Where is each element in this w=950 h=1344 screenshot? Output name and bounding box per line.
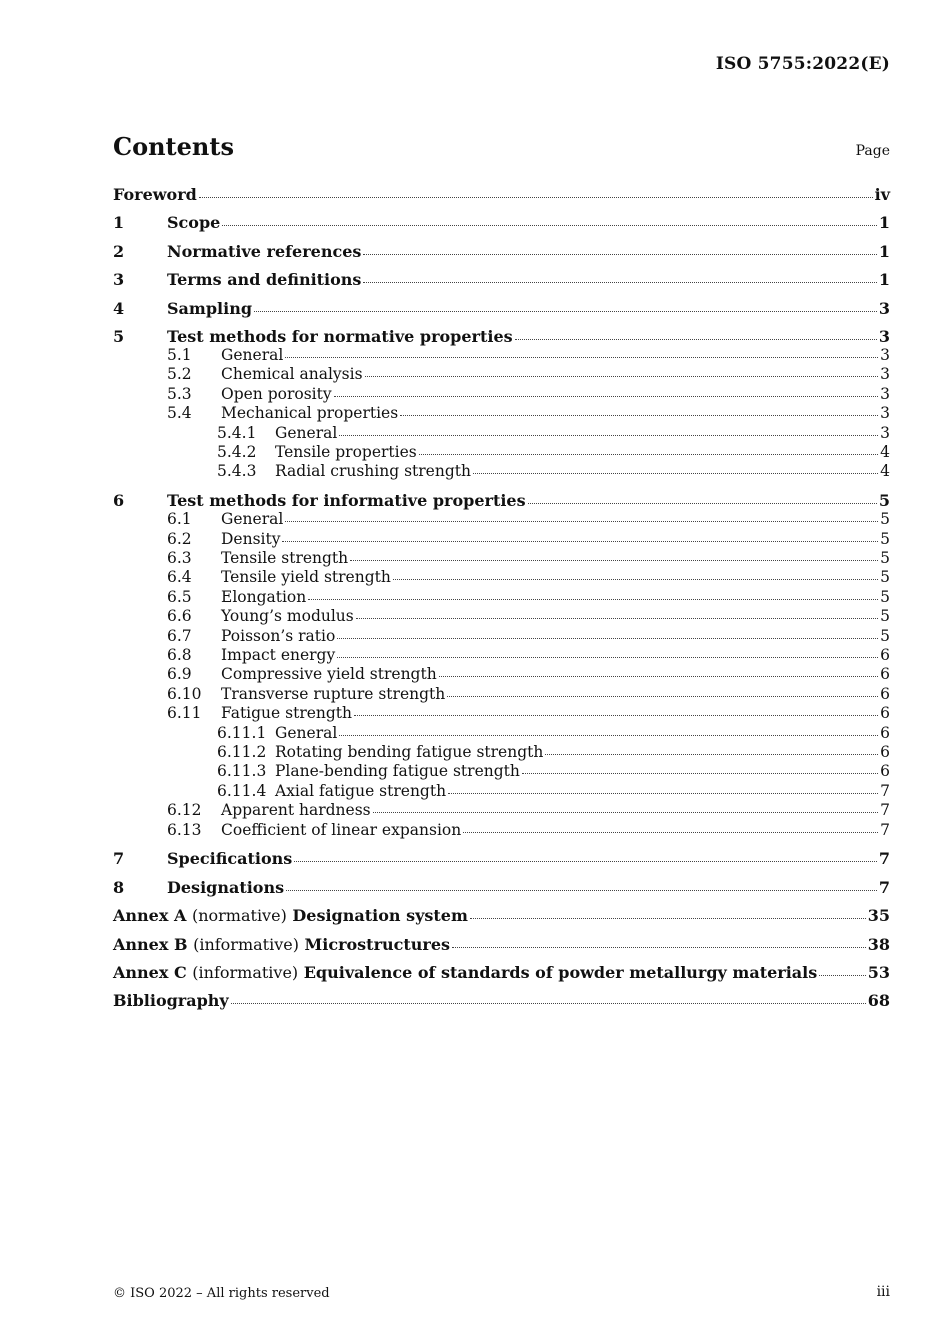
toc-entry-number: 6.1 bbox=[167, 510, 192, 529]
toc-entry-page: 3 bbox=[878, 326, 890, 346]
dot-leader bbox=[356, 618, 878, 619]
dot-leader bbox=[419, 454, 878, 455]
dot-leader bbox=[339, 735, 878, 736]
toc-entry-number: 5.4.3 bbox=[217, 462, 257, 481]
toc-entry-title bbox=[113, 935, 450, 954]
toc-entry[interactable] bbox=[113, 685, 890, 704]
toc-entry[interactable] bbox=[113, 346, 890, 365]
toc-entry-title: General bbox=[275, 723, 338, 742]
annex-label: Annex B bbox=[113, 934, 188, 954]
dot-leader bbox=[528, 503, 877, 504]
toc-entry-title: General bbox=[221, 345, 284, 364]
toc-entry-page: 5 bbox=[880, 626, 890, 645]
toc-entry-title: Tensile yield strength bbox=[221, 568, 391, 587]
dot-leader bbox=[545, 754, 878, 755]
toc-entry-number: 6.6 bbox=[167, 607, 192, 626]
toc-entry-number: 6.5 bbox=[167, 587, 192, 606]
footer-copyright: © ISO 2022 – All rights reserved bbox=[113, 1286, 330, 1301]
annex-title: Equivalence of standards of powder metallurgy materials bbox=[303, 963, 818, 983]
dot-leader bbox=[199, 197, 873, 198]
toc-entry-page: 5 bbox=[880, 607, 890, 626]
annex-type: (informative) bbox=[192, 963, 299, 983]
toc-entry-title: General bbox=[221, 510, 284, 529]
dot-leader bbox=[254, 311, 877, 312]
toc-entry[interactable] bbox=[113, 607, 890, 626]
dot-leader bbox=[350, 560, 878, 561]
toc-entry-number: 6.7 bbox=[167, 626, 192, 645]
toc-entry-title: Chemical analysis bbox=[221, 365, 363, 384]
toc-entry[interactable] bbox=[113, 491, 890, 510]
toc-entry-title: Compressive yield strength bbox=[221, 665, 437, 684]
dot-leader bbox=[473, 473, 878, 474]
toc-entry-page: 6 bbox=[880, 704, 890, 723]
toc-entry-title: Open porosity bbox=[221, 384, 332, 403]
toc-entry-number: 6.12 bbox=[167, 801, 202, 820]
dot-leader bbox=[448, 793, 878, 794]
toc-entry[interactable] bbox=[113, 365, 890, 384]
toc-entry-title bbox=[113, 906, 468, 925]
toc-entry-number: 5.3 bbox=[167, 384, 192, 403]
toc-entry-page: 5 bbox=[878, 491, 890, 511]
toc-entry-page: 7 bbox=[880, 781, 890, 800]
toc-entry[interactable] bbox=[113, 549, 890, 568]
dot-leader bbox=[439, 676, 878, 677]
toc-entry[interactable] bbox=[113, 530, 890, 549]
toc-entry-title: Coefficient of linear expansion bbox=[221, 820, 462, 839]
toc-entry-number: 6.11.4 bbox=[217, 781, 267, 800]
toc-entry-page: 6 bbox=[880, 684, 890, 703]
dot-leader bbox=[373, 812, 879, 813]
toc-entry-number: 6 bbox=[113, 491, 125, 511]
toc-entry-page: 38 bbox=[867, 934, 890, 954]
annex-type: (informative) bbox=[193, 934, 299, 954]
annex-type: (normative) bbox=[191, 906, 287, 926]
toc-entry[interactable] bbox=[113, 935, 890, 954]
toc-entry[interactable] bbox=[113, 510, 890, 529]
toc-entry[interactable] bbox=[113, 627, 890, 646]
dot-leader bbox=[400, 415, 878, 416]
toc-entry-page: 7 bbox=[880, 820, 890, 839]
toc-entry[interactable] bbox=[113, 568, 890, 587]
toc-entry[interactable] bbox=[113, 588, 890, 607]
annex-title: Designation system bbox=[292, 906, 468, 926]
toc-entry-number: 6.11.3 bbox=[217, 762, 267, 781]
toc-entry-title: Normative references bbox=[167, 241, 362, 261]
toc-entry-title: Mechanical properties bbox=[221, 404, 399, 423]
toc-entry-page: 3 bbox=[880, 384, 890, 403]
toc-entry-page: 5 bbox=[880, 549, 890, 567]
toc-entry-title: Sampling bbox=[167, 298, 253, 318]
toc-entry-number: 6.10 bbox=[167, 684, 202, 703]
toc-entry-page: 1 bbox=[878, 241, 890, 261]
toc-entry-page: 5 bbox=[880, 587, 890, 606]
toc-entry-number: 5.4.2 bbox=[217, 442, 257, 461]
toc-entry-number: 5.4.1 bbox=[217, 423, 257, 442]
dot-leader bbox=[819, 975, 865, 976]
toc-entry-page: 3 bbox=[878, 298, 890, 318]
toc-entry-title: Test methods for normative properties bbox=[167, 326, 513, 346]
toc-entry[interactable] bbox=[113, 385, 890, 404]
toc-entry[interactable] bbox=[113, 801, 890, 820]
toc-entry-title bbox=[113, 963, 817, 982]
toc-entry[interactable] bbox=[113, 849, 890, 868]
toc-entry[interactable] bbox=[113, 404, 890, 423]
dot-leader bbox=[354, 715, 878, 716]
toc-entry-title: Apparent hardness bbox=[221, 801, 371, 820]
toc-entry-number: 5 bbox=[113, 326, 125, 346]
dot-leader bbox=[308, 599, 878, 600]
toc-entry-title: Axial fatigue strength bbox=[275, 781, 447, 800]
toc-entry-page: 6 bbox=[880, 665, 890, 684]
toc-entry-number: 1 bbox=[113, 213, 125, 233]
dot-leader bbox=[363, 282, 876, 283]
toc-entry-number: 4 bbox=[113, 298, 125, 318]
toc-entry-title: Elongation bbox=[221, 587, 307, 606]
toc-entry-title: Plane-bending fatigue strength bbox=[275, 762, 520, 781]
toc-entry[interactable] bbox=[113, 963, 890, 982]
toc-entry-page: 7 bbox=[878, 849, 890, 869]
toc-entry-page: 6 bbox=[880, 723, 890, 742]
toc-entry-page: 5 bbox=[880, 568, 890, 587]
toc-entry[interactable] bbox=[113, 327, 890, 346]
toc-entry-number: 6.9 bbox=[167, 665, 192, 684]
toc-entry-page: 3 bbox=[880, 345, 890, 364]
toc-entry-page: 1 bbox=[878, 270, 890, 290]
toc-entry-page: 68 bbox=[867, 991, 890, 1011]
toc-entry-page: 53 bbox=[867, 963, 890, 983]
toc-entry[interactable] bbox=[113, 270, 890, 289]
annex-title: Microstructures bbox=[304, 934, 451, 954]
dot-leader bbox=[522, 773, 878, 774]
dot-leader bbox=[363, 254, 876, 255]
dot-leader bbox=[452, 947, 866, 948]
document-id: ISO 5755:2022(E) bbox=[715, 54, 890, 74]
dot-leader bbox=[515, 339, 877, 340]
toc-entry-number: 3 bbox=[113, 270, 125, 290]
dot-leader bbox=[334, 396, 879, 397]
toc-entry[interactable] bbox=[113, 646, 890, 665]
toc-entry-page: 4 bbox=[880, 462, 890, 481]
toc-entry-number: 8 bbox=[113, 877, 125, 897]
toc-entry-number: 6.4 bbox=[167, 568, 192, 587]
toc-entry[interactable] bbox=[113, 782, 890, 801]
toc-entry-page: 6 bbox=[880, 762, 890, 781]
toc-entry-number: 5.4 bbox=[167, 404, 192, 423]
toc-entry-title: Radial crushing strength bbox=[275, 462, 471, 481]
toc-entry-page: 3 bbox=[880, 365, 890, 384]
toc-entry-number: 7 bbox=[113, 849, 125, 869]
toc-entry-title: Rotating bending fatigue strength bbox=[275, 743, 544, 762]
annex-label: Annex C bbox=[113, 963, 187, 983]
toc-entry-title: Designations bbox=[167, 877, 285, 897]
contents-title: Contents bbox=[113, 132, 234, 161]
toc-entry-title: Density bbox=[221, 529, 281, 548]
toc-entry-page: 35 bbox=[867, 906, 890, 926]
toc-entry-number: 6.11 bbox=[167, 704, 202, 723]
page-column-label: Page bbox=[855, 143, 890, 159]
toc-entry-number: 6.11.2 bbox=[217, 743, 267, 762]
dot-leader bbox=[285, 521, 878, 522]
toc-entry[interactable] bbox=[113, 424, 890, 443]
toc-entry-title: Transverse rupture strength bbox=[221, 684, 446, 703]
toc-entry-page: 1 bbox=[878, 213, 890, 233]
toc-entry[interactable] bbox=[113, 743, 890, 762]
toc-entry-number: 6.11.1 bbox=[217, 723, 267, 742]
dot-leader bbox=[339, 435, 878, 436]
toc-entry-title: Young’s modulus bbox=[221, 607, 354, 626]
dot-leader bbox=[231, 1003, 866, 1004]
toc-entry-title: Foreword bbox=[113, 185, 197, 204]
dot-leader bbox=[470, 918, 866, 919]
toc-entry-number: 6.3 bbox=[167, 549, 192, 567]
toc-entry-number: 2 bbox=[113, 241, 125, 261]
toc-entry-page: 7 bbox=[878, 877, 890, 897]
toc-entry-title: Terms and definitions bbox=[167, 270, 362, 290]
toc-entry-page: 5 bbox=[880, 510, 890, 529]
toc-entry-number: 5.2 bbox=[167, 365, 192, 384]
toc-entry-title: Tensile strength bbox=[221, 549, 349, 567]
toc-entry-title: Test methods for informative properties bbox=[167, 491, 526, 511]
toc-entry-title: Tensile properties bbox=[275, 442, 417, 461]
dot-leader bbox=[286, 890, 877, 891]
toc-entry-page: 6 bbox=[880, 646, 890, 665]
toc-entry-page: 5 bbox=[880, 529, 890, 548]
dot-leader bbox=[393, 579, 878, 580]
toc-entry-page: 3 bbox=[880, 404, 890, 423]
toc-entry[interactable] bbox=[113, 185, 890, 204]
dot-leader bbox=[282, 541, 878, 542]
toc-entry[interactable] bbox=[113, 213, 890, 232]
toc-entry-number: 6.2 bbox=[167, 529, 192, 548]
toc-entry-number: 6.8 bbox=[167, 646, 192, 665]
footer-page-number: iii bbox=[876, 1284, 890, 1300]
toc-entry-title: Fatigue strength bbox=[221, 704, 353, 723]
toc-entry[interactable] bbox=[113, 704, 890, 723]
toc-entry[interactable] bbox=[113, 906, 890, 925]
toc-entry-page: 7 bbox=[880, 801, 890, 820]
toc-entry[interactable] bbox=[113, 665, 890, 684]
toc-entry-number: 5.1 bbox=[167, 345, 192, 364]
table-of-contents bbox=[113, 185, 890, 1010]
dot-leader bbox=[337, 638, 878, 639]
toc-entry-page: 6 bbox=[880, 743, 890, 762]
toc-entry-number: 6.13 bbox=[167, 820, 202, 839]
toc-entry-title: Poisson’s ratio bbox=[221, 626, 336, 645]
toc-entry-title: Specifications bbox=[167, 849, 293, 869]
toc-entry-title: Scope bbox=[167, 213, 221, 233]
dot-leader bbox=[222, 225, 877, 226]
dot-leader bbox=[447, 696, 878, 697]
annex-label: Annex A bbox=[113, 906, 187, 926]
dot-leader bbox=[463, 832, 878, 833]
toc-entry-title: Impact energy bbox=[221, 646, 336, 665]
toc-entry[interactable] bbox=[113, 724, 890, 743]
toc-entry-page: 3 bbox=[880, 423, 890, 442]
toc-entry-title: General bbox=[275, 423, 338, 442]
toc-entry[interactable] bbox=[113, 762, 890, 781]
toc-entry-title: Bibliography bbox=[113, 991, 229, 1011]
toc-entry[interactable] bbox=[113, 462, 890, 481]
toc-entry[interactable] bbox=[113, 299, 890, 318]
dot-leader bbox=[285, 357, 878, 358]
dot-leader bbox=[337, 657, 878, 658]
toc-entry-page: 4 bbox=[880, 442, 890, 461]
toc-entry[interactable] bbox=[113, 821, 890, 840]
dot-leader bbox=[365, 376, 879, 377]
toc-entry[interactable] bbox=[113, 443, 890, 462]
dot-leader bbox=[294, 861, 877, 862]
toc-entry-page: iv bbox=[874, 185, 890, 204]
toc-entry[interactable] bbox=[113, 242, 890, 261]
toc-entry[interactable] bbox=[113, 991, 890, 1010]
toc-entry[interactable] bbox=[113, 878, 890, 897]
